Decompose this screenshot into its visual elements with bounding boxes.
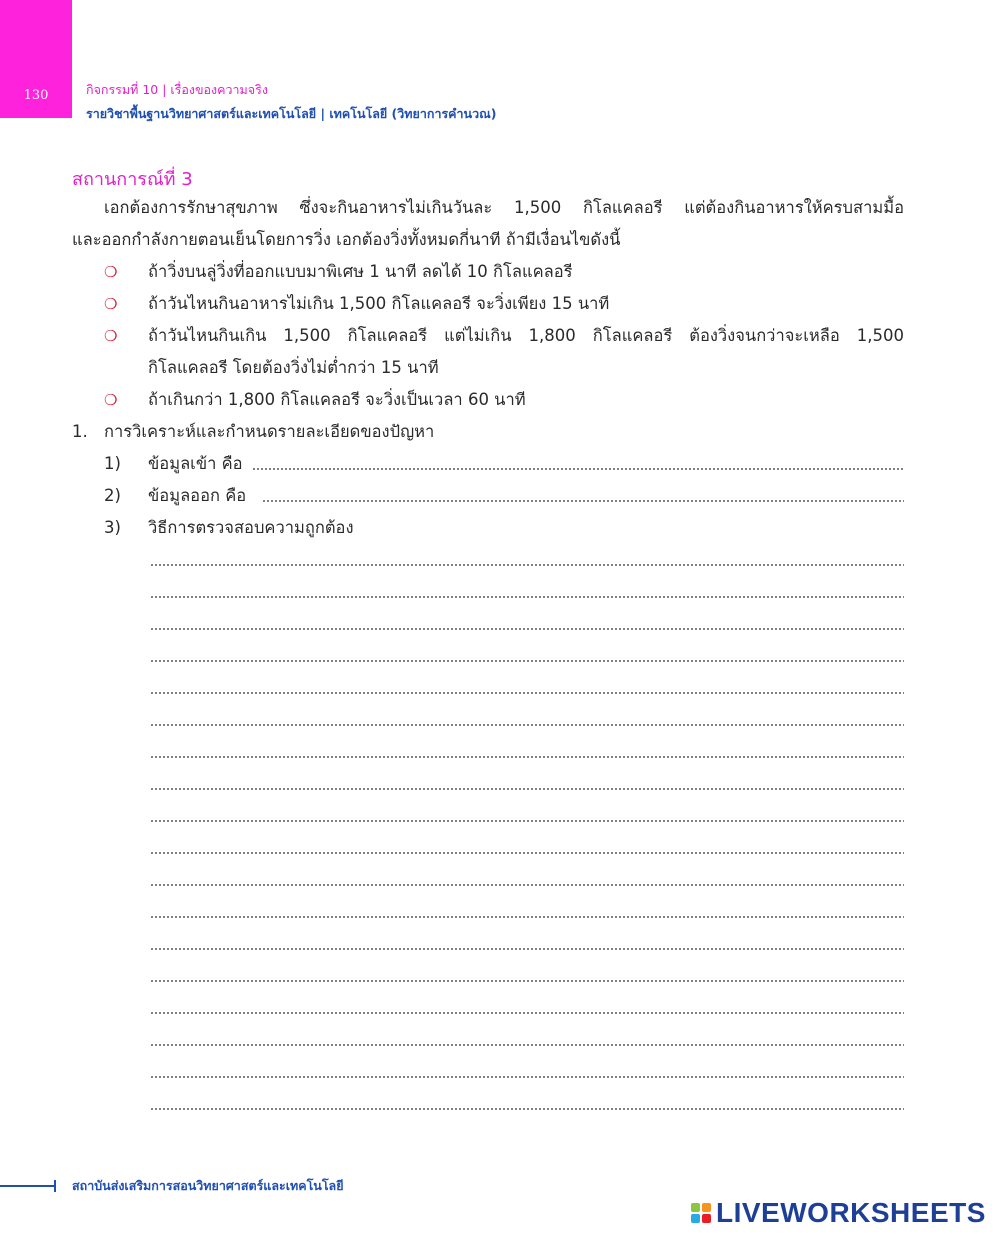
answer-line[interactable] — [150, 916, 904, 918]
answer-line[interactable] — [150, 1044, 904, 1046]
answer-line[interactable] — [150, 724, 904, 726]
condition-4: ถ้าเกินกว่า 1,800 กิโลแคลอรี จะวิ่งเป็นเวลา 60 นาที — [148, 390, 526, 409]
footer-rule — [0, 1185, 56, 1187]
logo-square-green — [691, 1203, 700, 1212]
answer-line[interactable] — [150, 1108, 904, 1110]
answer-line[interactable] — [150, 564, 904, 566]
item-number-2: 2) — [104, 486, 121, 505]
item-label-input: ข้อมูลเข้า คือ — [148, 454, 243, 473]
header-activity: กิจกรรมที่ 10 | เรื่องของความจริง — [86, 82, 268, 97]
liveworksheets-text: LIVEWORKSHEETS — [716, 1197, 986, 1228]
liveworksheets-logo — [690, 1196, 986, 1230]
logo-square-red — [702, 1214, 711, 1223]
header-subject: รายวิชาพื้นฐานวิทยาศาสตร์และเทคโนโลยี | เทคโนโลยี (วิทยาการคำนวณ) — [86, 106, 497, 121]
answer-line[interactable] — [150, 660, 904, 662]
situation-title: สถานการณ์ที่ 3 — [72, 169, 193, 190]
answer-line[interactable] — [150, 820, 904, 822]
answer-line[interactable] — [150, 884, 904, 886]
question-number: 1. — [72, 422, 88, 441]
condition-3-line1: ถ้าวันไหนกินเกิน 1,500 กิโลแคลอรี แต่ไม่เกิน 1,800 กิโลแคลอรี ต้องวิ่งจนกว่าจะเหลือ 1,500 — [148, 326, 904, 345]
item-number-1: 1) — [104, 454, 121, 473]
bullet-icon: ❍ — [104, 263, 118, 281]
answer-line[interactable] — [150, 1012, 904, 1014]
situation-intro-line1: เอกต้องการรักษาสุขภาพ ซึ่งจะกินอาหารไม่เกินวันละ 1,500 กิโลแคลอรี แต่ต้องกินอาหารให้ครบสามมื้อ — [104, 198, 904, 217]
footer-institute: สถาบันส่งเสริมการสอนวิทยาศาสตร์และเทคโนโลยี — [72, 1178, 344, 1193]
answer-line[interactable] — [150, 788, 904, 790]
item-label-verification: วิธีการตรวจสอบความถูกต้อง — [148, 518, 354, 537]
answer-line[interactable] — [150, 692, 904, 694]
item-label-output: ข้อมูลออก คือ — [148, 486, 247, 505]
logo-square-blue — [691, 1214, 700, 1223]
answer-line-output[interactable] — [262, 500, 904, 502]
answer-line[interactable] — [150, 948, 904, 950]
logo-square-orange — [702, 1203, 711, 1212]
answer-line[interactable] — [150, 1076, 904, 1078]
answer-line[interactable] — [150, 852, 904, 854]
liveworksheets-icon — [690, 1202, 712, 1224]
answer-line-input[interactable] — [252, 468, 904, 470]
question-title: การวิเคราะห์และกำหนดรายละเอียดของปัญหา — [104, 422, 435, 441]
condition-3-line2: กิโลแคลอรี โดยต้องวิ่งไม่ต่ำกว่า 15 นาที — [148, 358, 439, 377]
item-number-3: 3) — [104, 518, 121, 537]
footer-rule-end — [54, 1180, 56, 1192]
condition-2: ถ้าวันไหนกินอาหารไม่เกิน 1,500 กิโลแคลอรี จะวิ่งเพียง 15 นาที — [148, 294, 610, 313]
bullet-icon: ❍ — [104, 391, 118, 409]
condition-1: ถ้าวิ่งบนลู่วิ่งที่ออกแบบมาพิเศษ 1 นาที ลดได้ 10 กิโลแคลอรี — [148, 262, 573, 281]
page-number: 130 — [23, 88, 49, 103]
answer-line[interactable] — [150, 596, 904, 598]
bullet-icon: ❍ — [104, 295, 118, 313]
answer-line[interactable] — [150, 980, 904, 982]
bullet-icon: ❍ — [104, 327, 118, 345]
answer-line[interactable] — [150, 628, 904, 630]
answer-line[interactable] — [150, 756, 904, 758]
situation-intro-line2: และออกกำลังกายตอนเย็นโดยการวิ่ง เอกต้องวิ่งทั้งหมดกี่นาที ถ้ามีเงื่อนไขดังนี้ — [72, 230, 621, 249]
